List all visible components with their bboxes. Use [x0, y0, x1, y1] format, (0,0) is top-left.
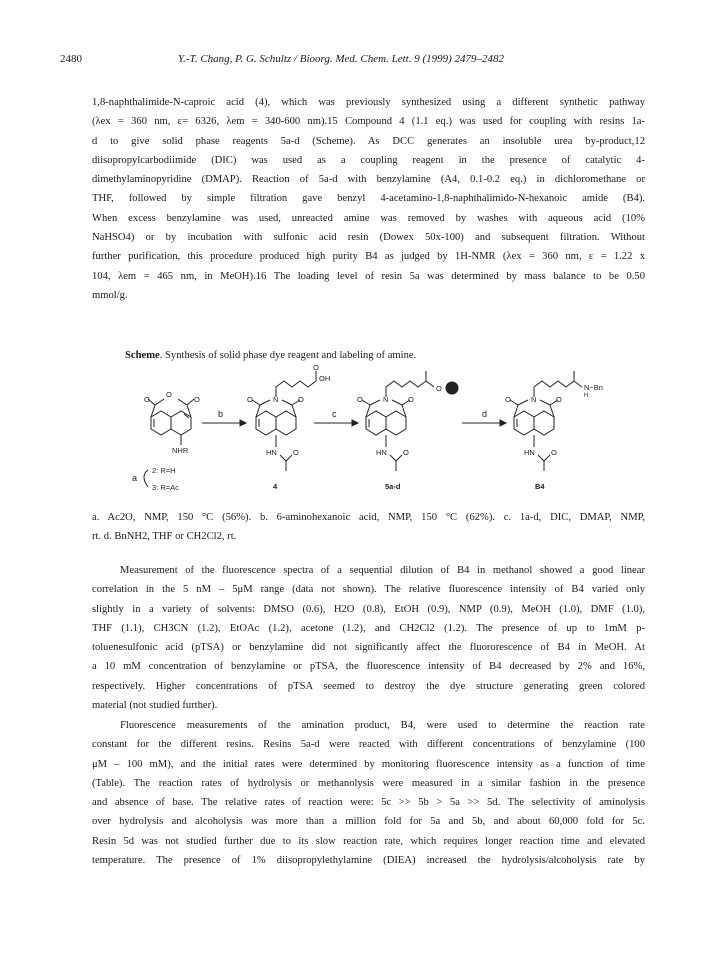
resin-bead-icon: [446, 382, 458, 394]
text-line: d to give solid phase reagents 5a-d (Scheme). As DCC generates an insoluble urea by-product,12: [92, 135, 645, 147]
caption-line: rt. d. BnNH2, THF or CH2Cl2, rt.: [92, 531, 237, 543]
text-line: (λex = 360 nm, ε= 6326, λem = 340-600 nm).15 Compound 4 (1.1 eq.) was used for coupling with resins 1a-: [92, 116, 645, 128]
atom-o-label: O: [357, 395, 363, 404]
text-line: 1,8-naphthalimide-N-caproic acid (4), which was previously synthesized using a different synthetic pathway: [92, 97, 645, 108]
text-line: (Table). The reaction rates of hydrolysis or methanolysis were measured in a similar fashion in the presence: [92, 777, 645, 789]
text-line: correlation in the 5 nM – 5μM range (data not shown). The relative fluorescence intensity of B4 varied only: [92, 584, 645, 596]
atom-h-label: H: [584, 393, 589, 399]
compound-4-structure: [252, 371, 316, 471]
text-line: diisopropylcarbodiimide (DIC) was used as a coupling reagent in the presence of catalytic 4-: [92, 154, 645, 166]
text-line: respectively. Higher concentrations of pTSA seemed to destroy the dye structure generating green colored: [92, 680, 645, 692]
text-line: slightly in a variety of solvents: DMSO (0.6), H2O (0.8), EtOH (0.9), NMP (0.9), MeOH (1.0), DMF (1.0),: [92, 603, 645, 615]
atom-o-label: O: [144, 395, 150, 404]
text-line: Fluorescence measurements of the amination product, B4, were used to determine the reaction rate: [120, 720, 645, 731]
atom-o-label: O: [436, 384, 442, 393]
scheme-title: [125, 350, 416, 361]
atom-n-label: N: [383, 395, 389, 404]
atom-o-label: O: [247, 395, 253, 404]
text-line: Resin 5d was not studied further due to its slow reaction rate, which requires longer reaction time and elevated: [92, 835, 645, 847]
compound-5-structure: [362, 371, 434, 471]
text-line: constant for the different resins. Resins 5a-d were reacted with different concentrations of benzylamine (100: [92, 739, 645, 751]
scheme-title-bold: Scheme: [125, 350, 160, 361]
atom-o-label: O: [313, 363, 319, 372]
text-line: Measurement of the fluorescence spectra of a sequential dilution of B4 in methanol showed a good linear: [120, 565, 645, 576]
text-line: a 10 mM concentration of benzylamine or pTSA, the fluorescence intensity of B4 decreased by 2% and 16%,: [92, 661, 645, 673]
text-line: and absence of base. The relative rates of reaction were: 5c >> 5b > 5a >> 5d. The selectivity of aminolysis: [92, 797, 645, 809]
text-line: mmol/g.: [92, 289, 128, 301]
atom-o-label: O: [293, 448, 299, 457]
atom-n-label: N: [273, 395, 279, 404]
compound-3-label: 3: R=Ac: [152, 483, 179, 492]
hn-label: HN: [376, 448, 387, 457]
atom-o-label: O: [166, 390, 172, 399]
compound-b4-label: B4: [535, 482, 545, 491]
scheme-title-text: . Synthesis of solid phase dye reagent and labeling of amine.: [159, 350, 417, 361]
text-line: dimethylaminopyridine (DMAP). Reaction of 5a-d with benzylamine (A4, 0.1-0.2 eq.) in dichloromethane or: [92, 174, 645, 186]
compound-5-label: 5a-d: [385, 482, 401, 491]
atom-o-label: O: [408, 395, 414, 404]
paragraph-intro: [92, 97, 645, 309]
text-line: temperature. The presence of 1% diisopropylethylamine (DIEA) increased the hydrolysis/alcoholysis rate by: [92, 855, 645, 867]
naphthalic-anhydride-structure: [148, 399, 194, 445]
atom-o-label: O: [403, 448, 409, 457]
bracket-a: [144, 470, 148, 487]
hn-label: HN: [524, 448, 535, 457]
text-line: When excess benzylamine was used, unreacted amine was removed by washes with aqueous acid (10%: [92, 212, 645, 224]
atom-o-label: O: [298, 395, 304, 404]
compound-4-label: 4: [273, 482, 278, 491]
page-header: [60, 53, 660, 69]
paragraph-fluorescence: [92, 565, 645, 719]
arrow-d-label: d: [482, 409, 488, 419]
hn-label: HN: [266, 448, 277, 457]
text-line: μM – 100 mM), and the initial rates were determined by monitoring fluorescence intensity as a function of time: [92, 758, 645, 770]
step-a-label: a: [132, 473, 138, 483]
arrow-c-label: c: [332, 409, 337, 419]
atom-n-label: N: [531, 395, 537, 404]
arrow-b-label: b: [218, 409, 224, 419]
compound-b4-structure: [510, 371, 582, 471]
page-number: 2480: [60, 53, 82, 65]
atom-o-label: O: [551, 448, 557, 457]
scheme-caption: [92, 512, 645, 551]
text-line: over hydrolysis and alcoholysis was more than a million fold for 5a and 5b, and about 60,000 fold for 5c.: [92, 816, 645, 828]
caption-line: a. Ac2O, NMP, 150 °C (56%). b. 6-aminohexanoic acid, NMP, 150 °C (62%). c. 1a-d, DIC, DMAP, NMP,: [92, 512, 645, 523]
running-title: Y.-T. Chang, P. G. Schultz / Bioorg. Med. Chem. Lett. 9 (1999) 2479–2482: [178, 53, 505, 65]
text-line: further purification, this procedure produced high purity B4 as judged by 1H-NMR (λex = 360 nm, ε = 1.22 x: [92, 251, 645, 263]
text-line: NaHSO4) or by incubation with sulfonic acid resin (Dowex 50x-100) and subsequent filtration. Without: [92, 232, 645, 244]
compound-2-label: 2: R=H: [152, 466, 176, 475]
text-line: material (not studied further).: [92, 700, 218, 712]
n-bn-label: N−Bn: [584, 383, 603, 392]
atom-o-label: O: [556, 395, 562, 404]
paragraph-rates: [92, 720, 645, 874]
reaction-scheme: [110, 363, 610, 500]
text-line: THF, followed by simple filtration gave benzyl 4-acetamino-1,8-naphthalimido-N-hexanoic amide (B4).: [92, 193, 645, 205]
atom-o-label: O: [194, 395, 200, 404]
text-line: THF (1.1), CH3CN (1.2), EtOAc (1.2), acetone (1.2), and CH2Cl2 (1.2). The presence of up to 1mM p-: [92, 622, 645, 634]
text-line: toluenesulfonic acid (pTSA) or benzylamine did not significantly affect the fluororescence of B4 in MeOH. At: [92, 642, 645, 654]
atom-o-label: O: [505, 395, 511, 404]
oh-label: OH: [319, 374, 331, 383]
text-line: 104, λem = 465 nm, in MeOH).16 The loading level of resin 5a was determined by mass balance to be 0.50: [92, 270, 645, 282]
nhr-label: NHR: [172, 446, 189, 455]
